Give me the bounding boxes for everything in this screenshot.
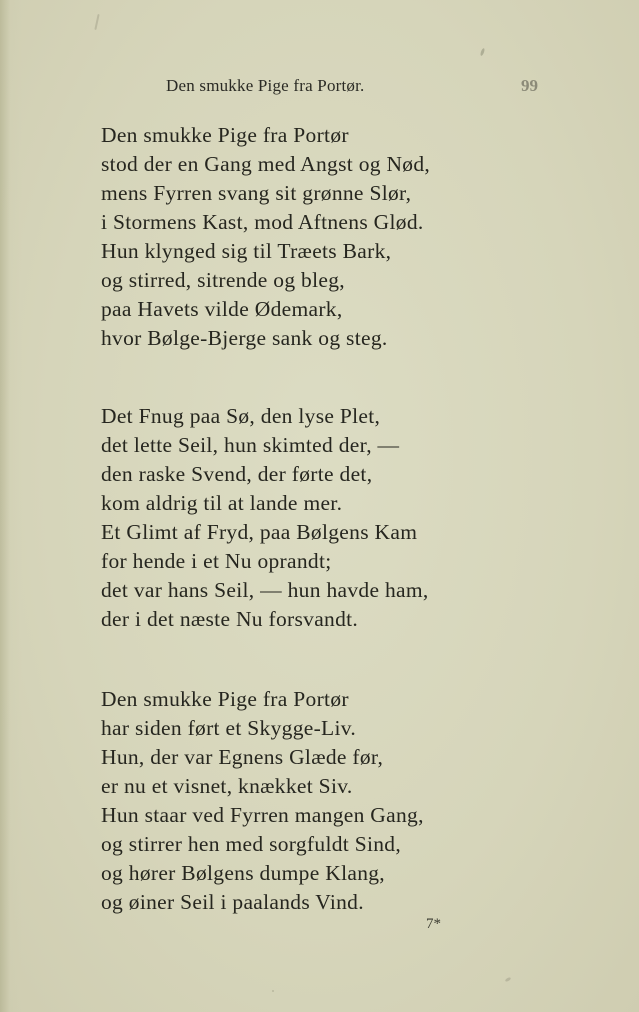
paper-speck: [94, 14, 99, 30]
paper-speck: [272, 990, 274, 992]
poem-line: og hører Bølgens dumpe Klang,: [101, 861, 385, 885]
poem-line: det var hans Seil, — hun havde ham,: [101, 578, 429, 602]
poem-line: Hun klynged sig til Træets Bark,: [101, 239, 392, 263]
poem-line: og øiner Seil i paalands Vind.: [101, 890, 364, 914]
poem-line: i Stormens Kast, mod Aftnens Glød.: [101, 210, 424, 234]
poem-line: Hun, der var Egnens Glæde før,: [101, 745, 384, 769]
poem-line: er nu et visnet, knækket Siv.: [101, 774, 353, 798]
poem-line: paa Havets vilde Ødemark,: [101, 297, 343, 321]
signature-mark: 7*: [426, 916, 441, 932]
running-head: [0, 76, 639, 100]
poem-line: stod der en Gang med Angst og Nød,: [101, 152, 431, 176]
poem-line: den raske Svend, der førte det,: [101, 462, 373, 486]
paper-speck: [480, 48, 486, 57]
poem-line: Den smukke Pige fra Portør: [101, 687, 349, 711]
page-number: 99: [521, 76, 538, 95]
poem-line: Det Fnug paa Sø, den lyse Plet,: [101, 404, 381, 428]
poem-line: kom aldrig til at lande mer.: [101, 491, 343, 515]
poem-line: mens Fyrren svang sit grønne Slør,: [101, 181, 412, 205]
poem-line: Et Glimt af Fryd, paa Bølgens Kam: [101, 520, 418, 544]
running-title: Den smukke Pige fra Portør.: [166, 76, 365, 95]
stanza-2: [101, 402, 429, 634]
poem-line: det lette Seil, hun skimted der, —: [101, 433, 400, 457]
poem-line: hvor Bølge-Bjerge sank og steg.: [101, 326, 388, 350]
poem-line: der i det næste Nu forsvandt.: [101, 607, 359, 631]
poem-line: for hende i et Nu oprandt;: [101, 549, 332, 573]
stanza-1: [101, 121, 430, 353]
paper-speck: [505, 977, 512, 983]
poem-line: har siden ført et Skygge-Liv.: [101, 716, 357, 740]
poem-line: og stirred, sitrende og bleg,: [101, 268, 345, 292]
poem-line: Hun staar ved Fyrren mangen Gang,: [101, 803, 424, 827]
stanza-3: [101, 685, 424, 917]
poem-line: Den smukke Pige fra Portør: [101, 123, 349, 147]
poem-line: og stirrer hen med sorgfuldt Sind,: [101, 832, 402, 856]
